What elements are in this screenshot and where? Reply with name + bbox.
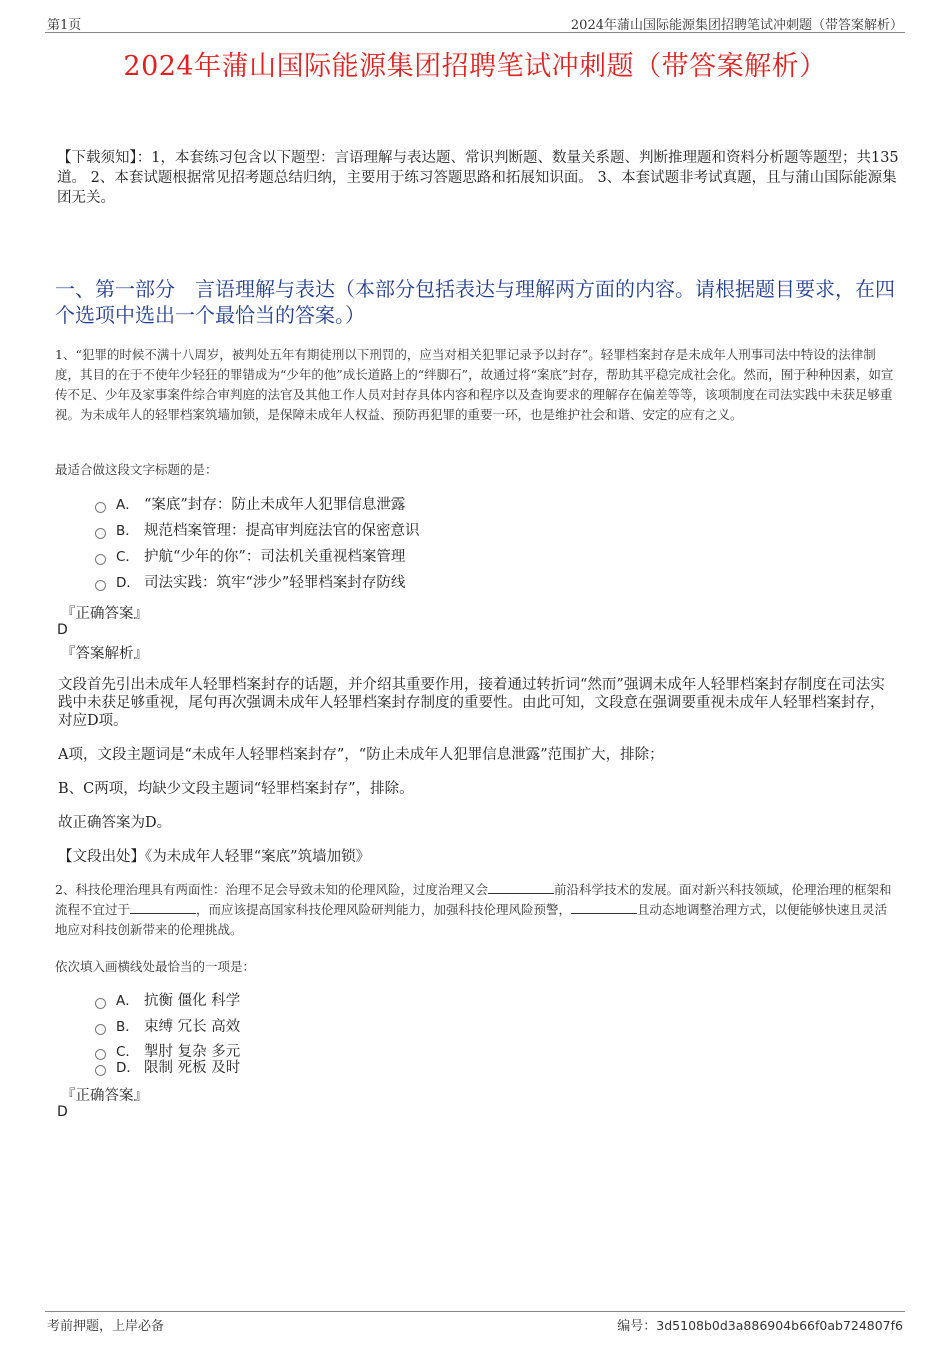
radio-icon[interactable] bbox=[95, 580, 106, 591]
fill-blank bbox=[488, 881, 554, 894]
analysis-paragraph: 文段首先引出未成年人轻罪档案封存的话题，并介绍其重要作用，接着通过转折词“然而”强调未成年人轻罪档案封存制度在司法实践中未获足够重视，尾句再次强调未成年人轻罪档案封存制度的重要性。由此可知，文段意在强调要重视未成年人轻罪档案封存，对应D项。 bbox=[58, 677, 885, 729]
document-title: 2024年蒲山国际能源集团招聘笔试冲刺题（带答案解析） bbox=[123, 51, 827, 82]
option-text: 束缚 冗长 高效 bbox=[144, 1019, 241, 1035]
option-c[interactable]: C． 护航“少年的你”：司法机关重视档案管理 bbox=[95, 544, 420, 570]
option-b[interactable]: B． 规范档案管理：提高审判庭法官的保密意识 bbox=[95, 518, 420, 544]
option-text: “案底”封存：防止未成年人犯罪信息泄露 bbox=[144, 497, 406, 513]
fill-blank bbox=[571, 901, 637, 914]
answer-label: 『正确答案』 bbox=[61, 606, 148, 622]
analysis-label: 『答案解析』 bbox=[61, 646, 148, 662]
question-2-prompt: 依次填入画横线处最恰当的一项是： bbox=[55, 959, 256, 974]
radio-icon[interactable] bbox=[95, 502, 106, 513]
radio-icon[interactable] bbox=[95, 1049, 106, 1060]
answer-label: 『正确答案』 bbox=[61, 1088, 148, 1104]
page-header bbox=[45, 12, 905, 33]
radio-icon[interactable] bbox=[95, 554, 106, 565]
option-c[interactable]: C． 掣肘 复杂 多元 bbox=[95, 1044, 240, 1060]
option-text: 司法实践：筑牢“涉少”轻罪档案封存防线 bbox=[144, 575, 406, 591]
question-1-prompt: 最适合做这段文字标题的是： bbox=[55, 462, 218, 477]
question-1-options bbox=[95, 492, 420, 596]
section-heading: 一、第一部分 言语理解与表达（本部分包括表达与理解两方面的内容。请根据题目要求，在四个选项中选出一个最恰当的答案。） bbox=[55, 277, 895, 327]
source-citation: 【文段出处】《为未成年人轻罪“案底”筑墙加锁》 bbox=[58, 849, 371, 865]
option-text: 规范档案管理：提高审判庭法官的保密意识 bbox=[144, 523, 420, 539]
option-text: 护航“少年的你”：司法机关重视档案管理 bbox=[144, 549, 406, 565]
radio-icon[interactable] bbox=[95, 1065, 106, 1076]
option-d[interactable]: D． 司法实践：筑牢“涉少”轻罪档案封存防线 bbox=[95, 570, 420, 596]
correct-answer: D bbox=[57, 622, 68, 638]
radio-icon[interactable] bbox=[95, 528, 106, 539]
download-notice: 【下载须知】：1，本套练习包含以下题型：言语理解与表达题、常识判断题、数量关系题、判断推理题和资料分析题等题型；共135道。 2、本套试题根据常见招考题总结归纳，主要用于练习答题思路和拓展知识面。 3、本套试题非考试真题，且与蒲山国际能源集团无关。 bbox=[57, 150, 899, 206]
option-text: 限制 死板 及时 bbox=[144, 1060, 241, 1076]
option-text: 掣肘 复杂 多元 bbox=[144, 1044, 241, 1060]
page-footer bbox=[45, 1311, 905, 1332]
page-number: 第1页 bbox=[47, 18, 82, 33]
radio-icon[interactable] bbox=[95, 998, 106, 1009]
question-1-stem: 1、“犯罪的时候不满十八周岁，被判处五年有期徒刑以下刑罚的，应当对相关犯罪记录予以封存”。轻罪档案封存是未成年人刑事司法中特设的法律制度，其目的在于不使年少轻狂的罪错成为“少年的他”成长道路上的“绊脚石”，故通过将“案底”封存，帮助其平稳完成社会化。然而，囿于种种因素，如宣传不足、少年及家事案件综合审判庭的法官及其他工作人员对封存具体内容和程序以及查询要求的理解存在偏差等等，该项制度在司法实践中未获足够重视。为未成年人的轻罪档案筑墙加锁，是保障未成年人权益、预防再犯罪的重要一环，也是维护社会和谐、安定的应有之义。 bbox=[55, 347, 894, 422]
footer-slogan: 考前押题，上岸必备 bbox=[47, 1319, 165, 1334]
header-doc-title: 2024年蒲山国际能源集团招聘笔试冲刺题（带答案解析） bbox=[570, 18, 903, 33]
option-text: 抗衡 僵化 科学 bbox=[144, 993, 241, 1009]
fill-blank bbox=[130, 901, 196, 914]
question-2-stem: 2、科技伦理治理具有两面性：治理不足会导致未知的伦理风险，过度治理又会 前沿科学技术的发展。面对新兴科技领域，伦理治理的框架和流程不宜过于 ，而应该提高国家科技伦理风险研判能力，加强科技伦理风险预警， 且动态地调整治理方式，以便能够快速且灵活地应对科技创新带来的伦理挑战。 bbox=[55, 882, 892, 937]
option-a[interactable]: A． “案底”封存：防止未成年人犯罪信息泄露 bbox=[95, 492, 420, 518]
question-2-options bbox=[95, 988, 240, 1076]
analysis-conclusion: 故正确答案为D。 bbox=[58, 815, 172, 831]
correct-answer: D bbox=[57, 1104, 68, 1120]
radio-icon[interactable] bbox=[95, 1024, 106, 1035]
analysis-paragraph: A项，文段主题词是“未成年人轻罪档案封存”，“防止未成年人犯罪信息泄露”范围扩大，排除； bbox=[58, 747, 664, 763]
document-code: 编号：3d5108b0d3a886904b66f0ab724807f6 bbox=[617, 1318, 903, 1334]
option-d[interactable]: D． 限制 死板 及时 bbox=[95, 1060, 240, 1076]
option-a[interactable]: A． 抗衡 僵化 科学 bbox=[95, 988, 240, 1014]
option-b[interactable]: B． 束缚 冗长 高效 bbox=[95, 1014, 240, 1040]
analysis-paragraph: B、C两项，均缺少文段主题词“轻罪档案封存”，排除。 bbox=[58, 781, 414, 797]
